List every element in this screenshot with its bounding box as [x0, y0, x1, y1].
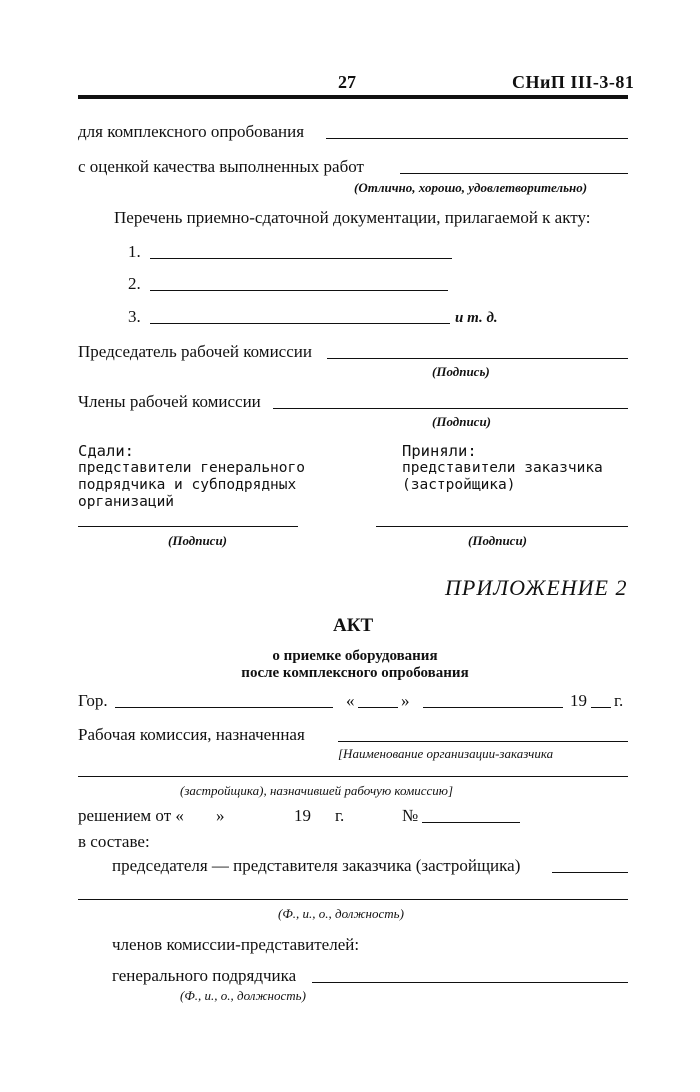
chair-rep-label: председателя — представителя заказчика (застройщика) — [112, 856, 521, 875]
testing-label: для комплексного опробования — [78, 122, 305, 141]
gen-contractor-hint: (Ф., и., о., должность) — [180, 988, 306, 1003]
act-subtitle-1: о приемке оборудования — [272, 648, 438, 664]
docs-item-number: 2. — [128, 274, 141, 293]
commission-hint-2: (застройщика), назначившей рабочую комиссию] — [180, 783, 454, 798]
accepted-hint: (Подписи) — [468, 533, 528, 548]
handed-over-text: представители генерального подрядчика и субподрядных организаций — [78, 460, 305, 510]
date-quote-open: « — [346, 691, 355, 710]
city-field-line[interactable] — [115, 707, 333, 708]
composition-label: в составе: — [78, 832, 150, 851]
decision-number-line[interactable] — [422, 822, 520, 823]
header-rule — [78, 95, 628, 99]
year-field-line[interactable] — [591, 707, 611, 708]
members-reps-label: членов комиссии-представителей: — [112, 935, 360, 954]
decision-year: 19 — [294, 806, 311, 825]
chair-rep-field-line[interactable] — [552, 872, 628, 873]
act-title: АКТ — [333, 615, 374, 636]
commission-label: Рабочая комиссия, назначенная — [78, 725, 305, 744]
docs-label: Перечень приемно-сдаточной документации, прилагаемой к акту: — [114, 208, 591, 227]
act-subtitle-wrap — [0, 648, 700, 682]
decision-g: г. — [335, 806, 345, 825]
date-month-line[interactable] — [423, 707, 563, 708]
etc-text: и т. д. — [455, 310, 498, 326]
accepted-text: представители заказчика (застройщика) — [402, 460, 603, 493]
chairman-hint: (Подпись) — [432, 364, 490, 379]
date-quote-close: » — [401, 691, 410, 710]
quality-field-line[interactable] — [400, 173, 628, 174]
testing-field-line[interactable] — [326, 138, 628, 139]
chairman-label: Председатель рабочей комиссии — [78, 342, 312, 361]
commission-field-line[interactable] — [338, 741, 628, 742]
handed-over-hint: (Подписи) — [168, 533, 228, 548]
docs-item-line[interactable] — [150, 290, 448, 291]
commission-hint-1: [Наименование организации-заказчика — [338, 746, 554, 761]
gen-contractor-label: генерального подрядчика — [112, 966, 297, 985]
handed-over-signature-line[interactable] — [78, 526, 298, 527]
gen-contractor-field-line[interactable] — [312, 982, 628, 983]
quality-label: с оценкой качества выполненных работ — [78, 157, 364, 176]
accepted-signature-line[interactable] — [376, 526, 628, 527]
handed-over-title: Сдали: — [78, 442, 134, 460]
docs-item-number: 1. — [128, 242, 141, 261]
commission-field-line-2[interactable] — [78, 776, 628, 777]
accepted-title: Приняли: — [402, 442, 477, 460]
chair-rep-hint: (Ф., и., о., должность) — [278, 906, 404, 921]
decision-label: решением от « — [78, 806, 184, 825]
chairman-signature-line[interactable] — [327, 358, 628, 359]
members-signature-line[interactable] — [273, 408, 628, 409]
decision-number-label: № — [402, 806, 419, 825]
city-label: Гор. — [78, 691, 108, 710]
appendix-title: ПРИЛОЖЕНИЕ 2 — [445, 575, 628, 600]
date-day-line[interactable] — [358, 707, 398, 708]
docs-item-line[interactable] — [150, 323, 450, 324]
year-suffix: г. — [614, 691, 624, 710]
docs-item-line[interactable] — [150, 258, 452, 259]
chair-rep-field-line-2[interactable] — [78, 899, 628, 900]
decision-quote-close: » — [216, 806, 225, 825]
act-subtitle-2: после комплексного опробования — [241, 665, 469, 681]
quality-hint: (Отлично, хорошо, удовлетворительно) — [354, 180, 588, 195]
members-hint: (Подписи) — [432, 414, 492, 429]
year-prefix: 19 — [570, 691, 587, 710]
members-label: Члены рабочей комиссии — [78, 392, 261, 411]
docs-item-number: 3. — [128, 307, 141, 326]
page-number: 27 — [338, 72, 356, 92]
document-code: СНиП III-3-81 — [512, 72, 635, 92]
